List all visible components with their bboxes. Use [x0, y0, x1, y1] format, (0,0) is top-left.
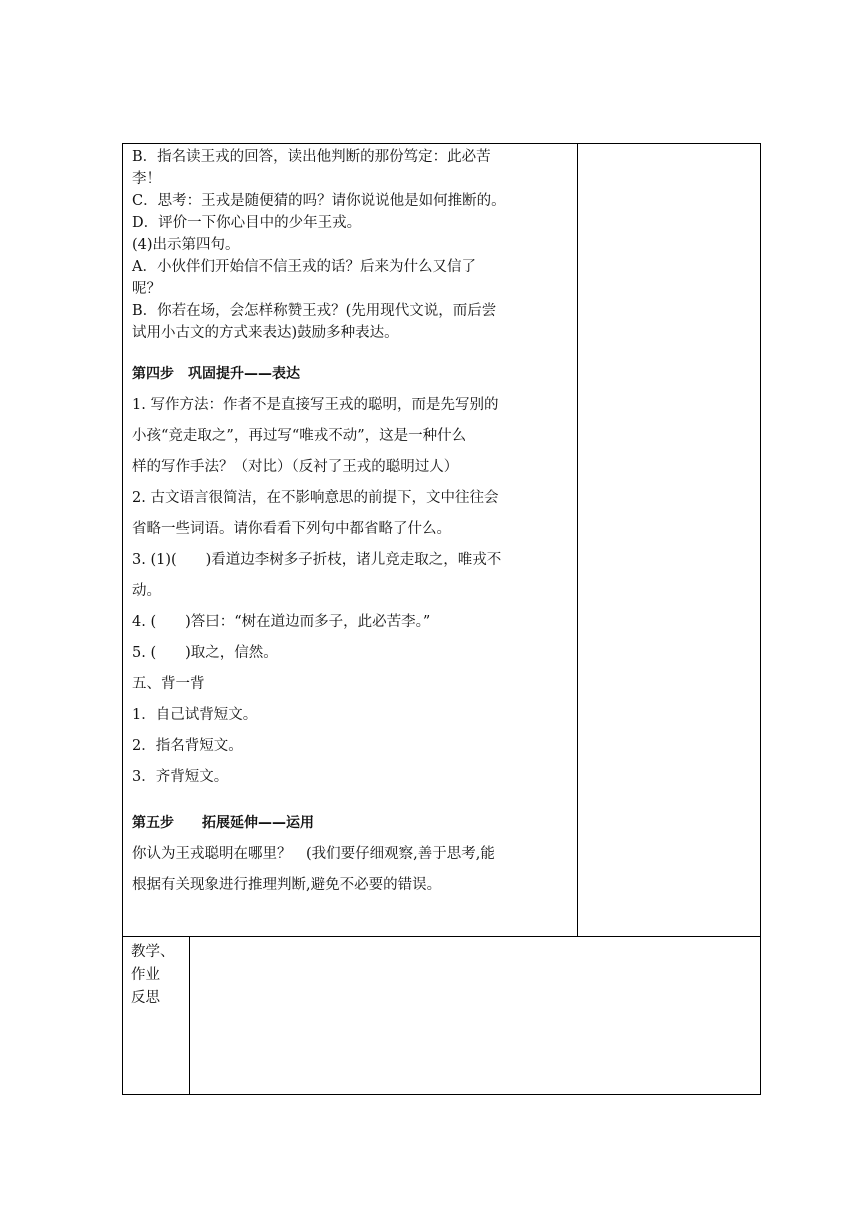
content-line: 1．自己试背短文。 — [132, 707, 258, 723]
reflection-label-line: 作业 — [131, 967, 160, 983]
content-line: 3. (1)( )看道边李树多子折枝，诸儿竞走取之，唯戎不 — [132, 552, 502, 568]
step5-heading: 第五步 拓展延伸——运用 — [132, 815, 314, 831]
content-line: 1. 写作方法：作者不是直接写王戎的聪明，而是先写别的 — [132, 397, 499, 413]
content-line: A．小伙伴们开始信不信王戎的话？后来为什么又信了 — [132, 259, 476, 275]
content-line: 省略一些词语。请你看看下列句中都省略了什么。 — [132, 521, 451, 537]
content-line: 试用小古文的方式来表达)鼓励多种表达。 — [132, 325, 399, 341]
reflection-label-line: 反思 — [131, 990, 160, 1006]
content-line: 2. 古文语言很简洁，在不影响意思的前提下，文中往往会 — [132, 490, 499, 506]
content-line: 样的写作手法？（对比）（反衬了王戎的聪明过人） — [132, 459, 459, 475]
content-line: (4)出示第四句。 — [132, 237, 240, 253]
table-border-bottom — [122, 1094, 761, 1095]
content-line: 4. ( )答曰：“树在道边而多子，此必苦李。” — [132, 614, 431, 630]
content-line: B．你若在场，会怎样称赞王戎？(先用现代文说，而后尝 — [132, 303, 497, 319]
reflection-label-line: 教学、 — [131, 944, 175, 960]
content-line: B．指名读王戎的回答，读出他判断的那份笃定：此必苦 — [132, 149, 491, 165]
content-line: 2．指名背短文。 — [132, 738, 243, 754]
table-border-right — [760, 143, 761, 1095]
lesson-content — [132, 146, 506, 901]
content-line: 五、背一背 — [132, 676, 205, 692]
content-line: 3．齐背短文。 — [132, 769, 229, 785]
content-line: 动。 — [132, 583, 161, 599]
notes-cell — [578, 144, 760, 936]
content-line: 根据有关现象进行推理判断,避免不必要的错误。 — [132, 877, 442, 893]
content-line: 呢？ — [132, 281, 161, 297]
table-border-left — [122, 143, 123, 1095]
reflection-label — [131, 941, 175, 1010]
content-line: 你认为王戎聪明在哪里？ (我们要仔细观察,善于思考,能 — [132, 846, 495, 862]
content-line: D．评价一下你心目中的少年王戎。 — [132, 215, 362, 231]
reflection-content-cell[interactable] — [190, 937, 760, 1094]
spacer — [132, 793, 506, 808]
spacer — [132, 344, 506, 359]
content-line: 小孩“竞走取之”，再过写“唯戎不动”，这是一种什么 — [132, 428, 467, 444]
content-line: 李！ — [132, 171, 161, 187]
step4-heading: 第四步 巩固提升——表达 — [132, 366, 300, 382]
content-line: 5. ( )取之，信然。 — [132, 645, 278, 661]
content-line: C．思考：王戎是随便猜的吗？请你说说他是如何推断的。 — [132, 193, 506, 209]
